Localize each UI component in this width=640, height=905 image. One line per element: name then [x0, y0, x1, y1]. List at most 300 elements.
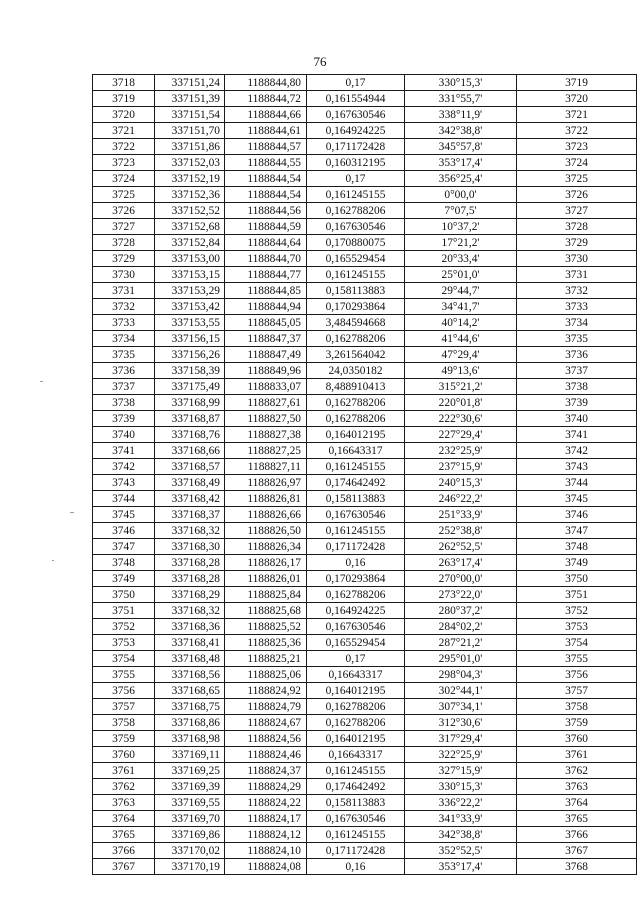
bearing-cell: 331°55,7'	[405, 91, 517, 107]
page-number: 76	[313, 54, 327, 69]
distance-cell: 0,162788206	[307, 699, 405, 715]
distance-cell: 0,162788206	[307, 395, 405, 411]
bearing-cell: 20°33,4'	[405, 251, 517, 267]
y-coordinate-cell: 1188844,72	[225, 91, 307, 107]
table-row	[93, 315, 637, 331]
point-number-cell: 3760	[93, 747, 155, 763]
next-point-cell: 3757	[517, 683, 637, 699]
next-point-cell: 3752	[517, 603, 637, 619]
x-coordinate-cell: 337156,15	[155, 331, 225, 347]
next-point-cell: 3764	[517, 795, 637, 811]
table-row	[93, 443, 637, 459]
next-point-cell: 3756	[517, 667, 637, 683]
scan-speck	[70, 512, 74, 513]
bearing-cell: 317°29,4'	[405, 731, 517, 747]
y-coordinate-cell: 1188825,06	[225, 667, 307, 683]
next-point-cell: 3728	[517, 219, 637, 235]
y-coordinate-cell: 1188827,50	[225, 411, 307, 427]
table-row	[93, 603, 637, 619]
next-point-cell: 3719	[517, 75, 637, 91]
table-row	[93, 555, 637, 571]
bearing-cell: 338°11,9'	[405, 107, 517, 123]
point-number-cell: 3762	[93, 779, 155, 795]
bearing-cell: 41°44,6'	[405, 331, 517, 347]
bearing-cell: 7°07,5'	[405, 203, 517, 219]
next-point-cell: 3737	[517, 363, 637, 379]
x-coordinate-cell: 337152,03	[155, 155, 225, 171]
x-coordinate-cell: 337168,98	[155, 731, 225, 747]
next-point-cell: 3722	[517, 123, 637, 139]
table-row	[93, 251, 637, 267]
bearing-cell: 40°14,2'	[405, 315, 517, 331]
coordinates-table-body	[93, 75, 637, 875]
table-row	[93, 571, 637, 587]
point-number-cell: 3730	[93, 267, 155, 283]
next-point-cell: 3743	[517, 459, 637, 475]
table-row	[93, 491, 637, 507]
y-coordinate-cell: 1188824,22	[225, 795, 307, 811]
distance-cell: 0,170293864	[307, 299, 405, 315]
bearing-cell: 222°30,6'	[405, 411, 517, 427]
distance-cell: 0,162788206	[307, 715, 405, 731]
bearing-cell: 341°33,9'	[405, 811, 517, 827]
x-coordinate-cell: 337156,26	[155, 347, 225, 363]
x-coordinate-cell: 337170,02	[155, 843, 225, 859]
bearing-cell: 220°01,8'	[405, 395, 517, 411]
next-point-cell: 3753	[517, 619, 637, 635]
next-point-cell: 3738	[517, 379, 637, 395]
table-row	[93, 299, 637, 315]
y-coordinate-cell: 1188824,92	[225, 683, 307, 699]
point-number-cell: 3718	[93, 75, 155, 91]
next-point-cell: 3759	[517, 715, 637, 731]
distance-cell: 0,164012195	[307, 427, 405, 443]
x-coordinate-cell: 337169,25	[155, 763, 225, 779]
scan-speck	[40, 381, 43, 382]
bearing-cell: 263°17,4'	[405, 555, 517, 571]
distance-cell: 0,162788206	[307, 203, 405, 219]
bearing-cell: 302°44,1'	[405, 683, 517, 699]
table-row	[93, 427, 637, 443]
distance-cell: 0,17	[307, 75, 405, 91]
x-coordinate-cell: 337169,39	[155, 779, 225, 795]
distance-cell: 0,161554944	[307, 91, 405, 107]
table-row	[93, 75, 637, 91]
x-coordinate-cell: 337153,42	[155, 299, 225, 315]
bearing-cell: 298°04,3'	[405, 667, 517, 683]
next-point-cell: 3744	[517, 475, 637, 491]
bearing-cell: 251°33,9'	[405, 507, 517, 523]
bearing-cell: 237°15,9'	[405, 459, 517, 475]
bearing-cell: 284°02,2'	[405, 619, 517, 635]
next-point-cell: 3754	[517, 635, 637, 651]
y-coordinate-cell: 1188826,50	[225, 523, 307, 539]
table-row	[93, 539, 637, 555]
x-coordinate-cell: 337168,32	[155, 603, 225, 619]
table-row	[93, 395, 637, 411]
scan-speck	[52, 560, 54, 561]
table-row	[93, 523, 637, 539]
y-coordinate-cell: 1188825,36	[225, 635, 307, 651]
x-coordinate-cell: 337153,00	[155, 251, 225, 267]
distance-cell: 0,167630546	[307, 811, 405, 827]
distance-cell: 0,164924225	[307, 123, 405, 139]
table-row	[93, 347, 637, 363]
next-point-cell: 3734	[517, 315, 637, 331]
distance-cell: 0,167630546	[307, 507, 405, 523]
bearing-cell: 287°21,2'	[405, 635, 517, 651]
point-number-cell: 3739	[93, 411, 155, 427]
distance-cell: 0,17	[307, 171, 405, 187]
bearing-cell: 295°01,0'	[405, 651, 517, 667]
distance-cell: 0,161245155	[307, 267, 405, 283]
bearing-cell: 312°30,6'	[405, 715, 517, 731]
distance-cell: 0,161245155	[307, 827, 405, 843]
bearing-cell: 336°22,2'	[405, 795, 517, 811]
bearing-cell: 330°15,3'	[405, 75, 517, 91]
distance-cell: 0,16643317	[307, 747, 405, 763]
table-row	[93, 587, 637, 603]
y-coordinate-cell: 1188827,61	[225, 395, 307, 411]
bearing-cell: 240°15,3'	[405, 475, 517, 491]
table-row	[93, 123, 637, 139]
next-point-cell: 3740	[517, 411, 637, 427]
point-number-cell: 3728	[93, 235, 155, 251]
y-coordinate-cell: 1188844,77	[225, 267, 307, 283]
bearing-cell: 270°00,0'	[405, 571, 517, 587]
distance-cell: 0,164924225	[307, 603, 405, 619]
x-coordinate-cell: 337152,36	[155, 187, 225, 203]
next-point-cell: 3758	[517, 699, 637, 715]
point-number-cell: 3741	[93, 443, 155, 459]
table-row	[93, 699, 637, 715]
point-number-cell: 3736	[93, 363, 155, 379]
x-coordinate-cell: 337168,57	[155, 459, 225, 475]
point-number-cell: 3723	[93, 155, 155, 171]
y-coordinate-cell: 1188826,97	[225, 475, 307, 491]
y-coordinate-cell: 1188826,17	[225, 555, 307, 571]
distance-cell: 24,0350182	[307, 363, 405, 379]
y-coordinate-cell: 1188824,37	[225, 763, 307, 779]
x-coordinate-cell: 337151,24	[155, 75, 225, 91]
point-number-cell: 3766	[93, 843, 155, 859]
point-number-cell: 3725	[93, 187, 155, 203]
next-point-cell: 3760	[517, 731, 637, 747]
point-number-cell: 3721	[93, 123, 155, 139]
distance-cell: 0,158113883	[307, 491, 405, 507]
x-coordinate-cell: 337168,87	[155, 411, 225, 427]
point-number-cell: 3748	[93, 555, 155, 571]
x-coordinate-cell: 337168,30	[155, 539, 225, 555]
table-row	[93, 763, 637, 779]
next-point-cell: 3727	[517, 203, 637, 219]
y-coordinate-cell: 1188824,46	[225, 747, 307, 763]
distance-cell: 8,488910413	[307, 379, 405, 395]
point-number-cell: 3746	[93, 523, 155, 539]
table-row	[93, 363, 637, 379]
table-row	[93, 507, 637, 523]
next-point-cell: 3725	[517, 171, 637, 187]
y-coordinate-cell: 1188844,54	[225, 187, 307, 203]
x-coordinate-cell: 337152,52	[155, 203, 225, 219]
bearing-cell: 252°38,8'	[405, 523, 517, 539]
distance-cell: 0,158113883	[307, 283, 405, 299]
table-row	[93, 619, 637, 635]
next-point-cell: 3739	[517, 395, 637, 411]
y-coordinate-cell: 1188824,29	[225, 779, 307, 795]
table-row	[93, 411, 637, 427]
y-coordinate-cell: 1188844,80	[225, 75, 307, 91]
y-coordinate-cell: 1188844,56	[225, 203, 307, 219]
x-coordinate-cell: 337153,29	[155, 283, 225, 299]
next-point-cell: 3747	[517, 523, 637, 539]
x-coordinate-cell: 337168,76	[155, 427, 225, 443]
distance-cell: 0,161245155	[307, 523, 405, 539]
table-row	[93, 635, 637, 651]
x-coordinate-cell: 337168,41	[155, 635, 225, 651]
point-number-cell: 3738	[93, 395, 155, 411]
bearing-cell: 10°37,2'	[405, 219, 517, 235]
next-point-cell: 3741	[517, 427, 637, 443]
point-number-cell: 3767	[93, 859, 155, 875]
next-point-cell: 3750	[517, 571, 637, 587]
distance-cell: 3,484594668	[307, 315, 405, 331]
point-number-cell: 3755	[93, 667, 155, 683]
y-coordinate-cell: 1188844,57	[225, 139, 307, 155]
next-point-cell: 3766	[517, 827, 637, 843]
distance-cell: 0,170880075	[307, 235, 405, 251]
point-number-cell: 3753	[93, 635, 155, 651]
next-point-cell: 3742	[517, 443, 637, 459]
bearing-cell: 315°21,2'	[405, 379, 517, 395]
distance-cell: 0,171172428	[307, 139, 405, 155]
x-coordinate-cell: 337169,70	[155, 811, 225, 827]
y-coordinate-cell: 1188844,54	[225, 171, 307, 187]
y-coordinate-cell: 1188826,81	[225, 491, 307, 507]
point-number-cell: 3731	[93, 283, 155, 299]
point-number-cell: 3726	[93, 203, 155, 219]
next-point-cell: 3735	[517, 331, 637, 347]
bearing-cell: 0°00,0'	[405, 187, 517, 203]
x-coordinate-cell: 337153,55	[155, 315, 225, 331]
next-point-cell: 3720	[517, 91, 637, 107]
next-point-cell: 3762	[517, 763, 637, 779]
point-number-cell: 3751	[93, 603, 155, 619]
point-number-cell: 3732	[93, 299, 155, 315]
point-number-cell: 3764	[93, 811, 155, 827]
x-coordinate-cell: 337153,15	[155, 267, 225, 283]
next-point-cell: 3748	[517, 539, 637, 555]
bearing-cell: 322°25,9'	[405, 747, 517, 763]
y-coordinate-cell: 1188824,10	[225, 843, 307, 859]
bearing-cell: 330°15,3'	[405, 779, 517, 795]
point-number-cell: 3759	[93, 731, 155, 747]
point-number-cell: 3743	[93, 475, 155, 491]
x-coordinate-cell: 337158,39	[155, 363, 225, 379]
x-coordinate-cell: 337168,42	[155, 491, 225, 507]
table-row	[93, 715, 637, 731]
table-row	[93, 667, 637, 683]
table-row	[93, 795, 637, 811]
next-point-cell: 3732	[517, 283, 637, 299]
bearing-cell: 342°38,8'	[405, 123, 517, 139]
distance-cell: 0,16643317	[307, 443, 405, 459]
x-coordinate-cell: 337168,36	[155, 619, 225, 635]
table-row	[93, 779, 637, 795]
next-point-cell: 3761	[517, 747, 637, 763]
bearing-cell: 25°01,0'	[405, 267, 517, 283]
table-row	[93, 171, 637, 187]
bearing-cell: 342°38,8'	[405, 827, 517, 843]
distance-cell: 0,167630546	[307, 219, 405, 235]
distance-cell: 0,16	[307, 859, 405, 875]
next-point-cell: 3731	[517, 267, 637, 283]
y-coordinate-cell: 1188847,37	[225, 331, 307, 347]
y-coordinate-cell: 1188824,79	[225, 699, 307, 715]
bearing-cell: 356°25,4'	[405, 171, 517, 187]
x-coordinate-cell: 337168,65	[155, 683, 225, 699]
table-row	[93, 187, 637, 203]
y-coordinate-cell: 1188844,70	[225, 251, 307, 267]
point-number-cell: 3765	[93, 827, 155, 843]
next-point-cell: 3721	[517, 107, 637, 123]
point-number-cell: 3752	[93, 619, 155, 635]
point-number-cell: 3749	[93, 571, 155, 587]
next-point-cell: 3736	[517, 347, 637, 363]
next-point-cell: 3729	[517, 235, 637, 251]
bearing-cell: 353°17,4'	[405, 155, 517, 171]
y-coordinate-cell: 1188844,94	[225, 299, 307, 315]
distance-cell: 0,164012195	[307, 731, 405, 747]
bearing-cell: 273°22,0'	[405, 587, 517, 603]
point-number-cell: 3729	[93, 251, 155, 267]
table-row	[93, 651, 637, 667]
bearing-cell: 353°17,4'	[405, 859, 517, 875]
point-number-cell: 3763	[93, 795, 155, 811]
y-coordinate-cell: 1188824,12	[225, 827, 307, 843]
distance-cell: 0,171172428	[307, 539, 405, 555]
table-row	[93, 283, 637, 299]
bearing-cell: 352°52,5'	[405, 843, 517, 859]
distance-cell: 0,174642492	[307, 475, 405, 491]
table-row	[93, 379, 637, 395]
bearing-cell: 34°41,7'	[405, 299, 517, 315]
bearing-cell: 49°13,6'	[405, 363, 517, 379]
point-number-cell: 3744	[93, 491, 155, 507]
y-coordinate-cell: 1188833,07	[225, 379, 307, 395]
bearing-cell: 307°34,1'	[405, 699, 517, 715]
table-row	[93, 731, 637, 747]
x-coordinate-cell: 337152,68	[155, 219, 225, 235]
coordinates-table	[92, 74, 637, 875]
x-coordinate-cell: 337152,84	[155, 235, 225, 251]
table-row	[93, 91, 637, 107]
distance-cell: 0,164012195	[307, 683, 405, 699]
distance-cell: 0,16643317	[307, 667, 405, 683]
distance-cell: 3,261564042	[307, 347, 405, 363]
y-coordinate-cell: 1188824,17	[225, 811, 307, 827]
distance-cell: 0,161245155	[307, 763, 405, 779]
x-coordinate-cell: 337169,55	[155, 795, 225, 811]
distance-cell: 0,170293864	[307, 571, 405, 587]
y-coordinate-cell: 1188827,11	[225, 459, 307, 475]
y-coordinate-cell: 1188844,66	[225, 107, 307, 123]
bearing-cell: 262°52,5'	[405, 539, 517, 555]
bearing-cell: 227°29,4'	[405, 427, 517, 443]
bearing-cell: 29°44,7'	[405, 283, 517, 299]
next-point-cell: 3755	[517, 651, 637, 667]
table-row	[93, 811, 637, 827]
point-number-cell: 3734	[93, 331, 155, 347]
table-row	[93, 219, 637, 235]
x-coordinate-cell: 337168,56	[155, 667, 225, 683]
table-row	[93, 859, 637, 875]
distance-cell: 0,174642492	[307, 779, 405, 795]
next-point-cell: 3746	[517, 507, 637, 523]
x-coordinate-cell: 337169,86	[155, 827, 225, 843]
x-coordinate-cell: 337152,19	[155, 171, 225, 187]
y-coordinate-cell: 1188824,08	[225, 859, 307, 875]
y-coordinate-cell: 1188844,55	[225, 155, 307, 171]
bearing-cell: 17°21,2'	[405, 235, 517, 251]
table-row	[93, 155, 637, 171]
point-number-cell: 3737	[93, 379, 155, 395]
point-number-cell: 3735	[93, 347, 155, 363]
bearing-cell: 327°15,9'	[405, 763, 517, 779]
point-number-cell: 3724	[93, 171, 155, 187]
y-coordinate-cell: 1188827,25	[225, 443, 307, 459]
table-row	[93, 331, 637, 347]
x-coordinate-cell: 337168,29	[155, 587, 225, 603]
distance-cell: 0,17	[307, 651, 405, 667]
distance-cell: 0,158113883	[307, 795, 405, 811]
x-coordinate-cell: 337175,49	[155, 379, 225, 395]
x-coordinate-cell: 337151,70	[155, 123, 225, 139]
next-point-cell: 3765	[517, 811, 637, 827]
next-point-cell: 3723	[517, 139, 637, 155]
point-number-cell: 3742	[93, 459, 155, 475]
point-number-cell: 3761	[93, 763, 155, 779]
x-coordinate-cell: 337169,11	[155, 747, 225, 763]
x-coordinate-cell: 337168,66	[155, 443, 225, 459]
x-coordinate-cell: 337168,48	[155, 651, 225, 667]
bearing-cell: 246°22,2'	[405, 491, 517, 507]
table-row	[93, 747, 637, 763]
next-point-cell: 3749	[517, 555, 637, 571]
point-number-cell: 3720	[93, 107, 155, 123]
x-coordinate-cell: 337168,86	[155, 715, 225, 731]
distance-cell: 0,162788206	[307, 411, 405, 427]
point-number-cell: 3750	[93, 587, 155, 603]
distance-cell: 0,162788206	[307, 587, 405, 603]
x-coordinate-cell: 337151,86	[155, 139, 225, 155]
distance-cell: 0,161245155	[307, 459, 405, 475]
point-number-cell: 3727	[93, 219, 155, 235]
y-coordinate-cell: 1188827,38	[225, 427, 307, 443]
distance-cell: 0,16	[307, 555, 405, 571]
x-coordinate-cell: 337168,37	[155, 507, 225, 523]
y-coordinate-cell: 1188825,21	[225, 651, 307, 667]
distance-cell: 0,167630546	[307, 107, 405, 123]
y-coordinate-cell: 1188844,61	[225, 123, 307, 139]
y-coordinate-cell: 1188825,68	[225, 603, 307, 619]
point-number-cell: 3733	[93, 315, 155, 331]
x-coordinate-cell: 337168,28	[155, 555, 225, 571]
x-coordinate-cell: 337168,99	[155, 395, 225, 411]
next-point-cell: 3768	[517, 859, 637, 875]
y-coordinate-cell: 1188826,34	[225, 539, 307, 555]
x-coordinate-cell: 337168,32	[155, 523, 225, 539]
